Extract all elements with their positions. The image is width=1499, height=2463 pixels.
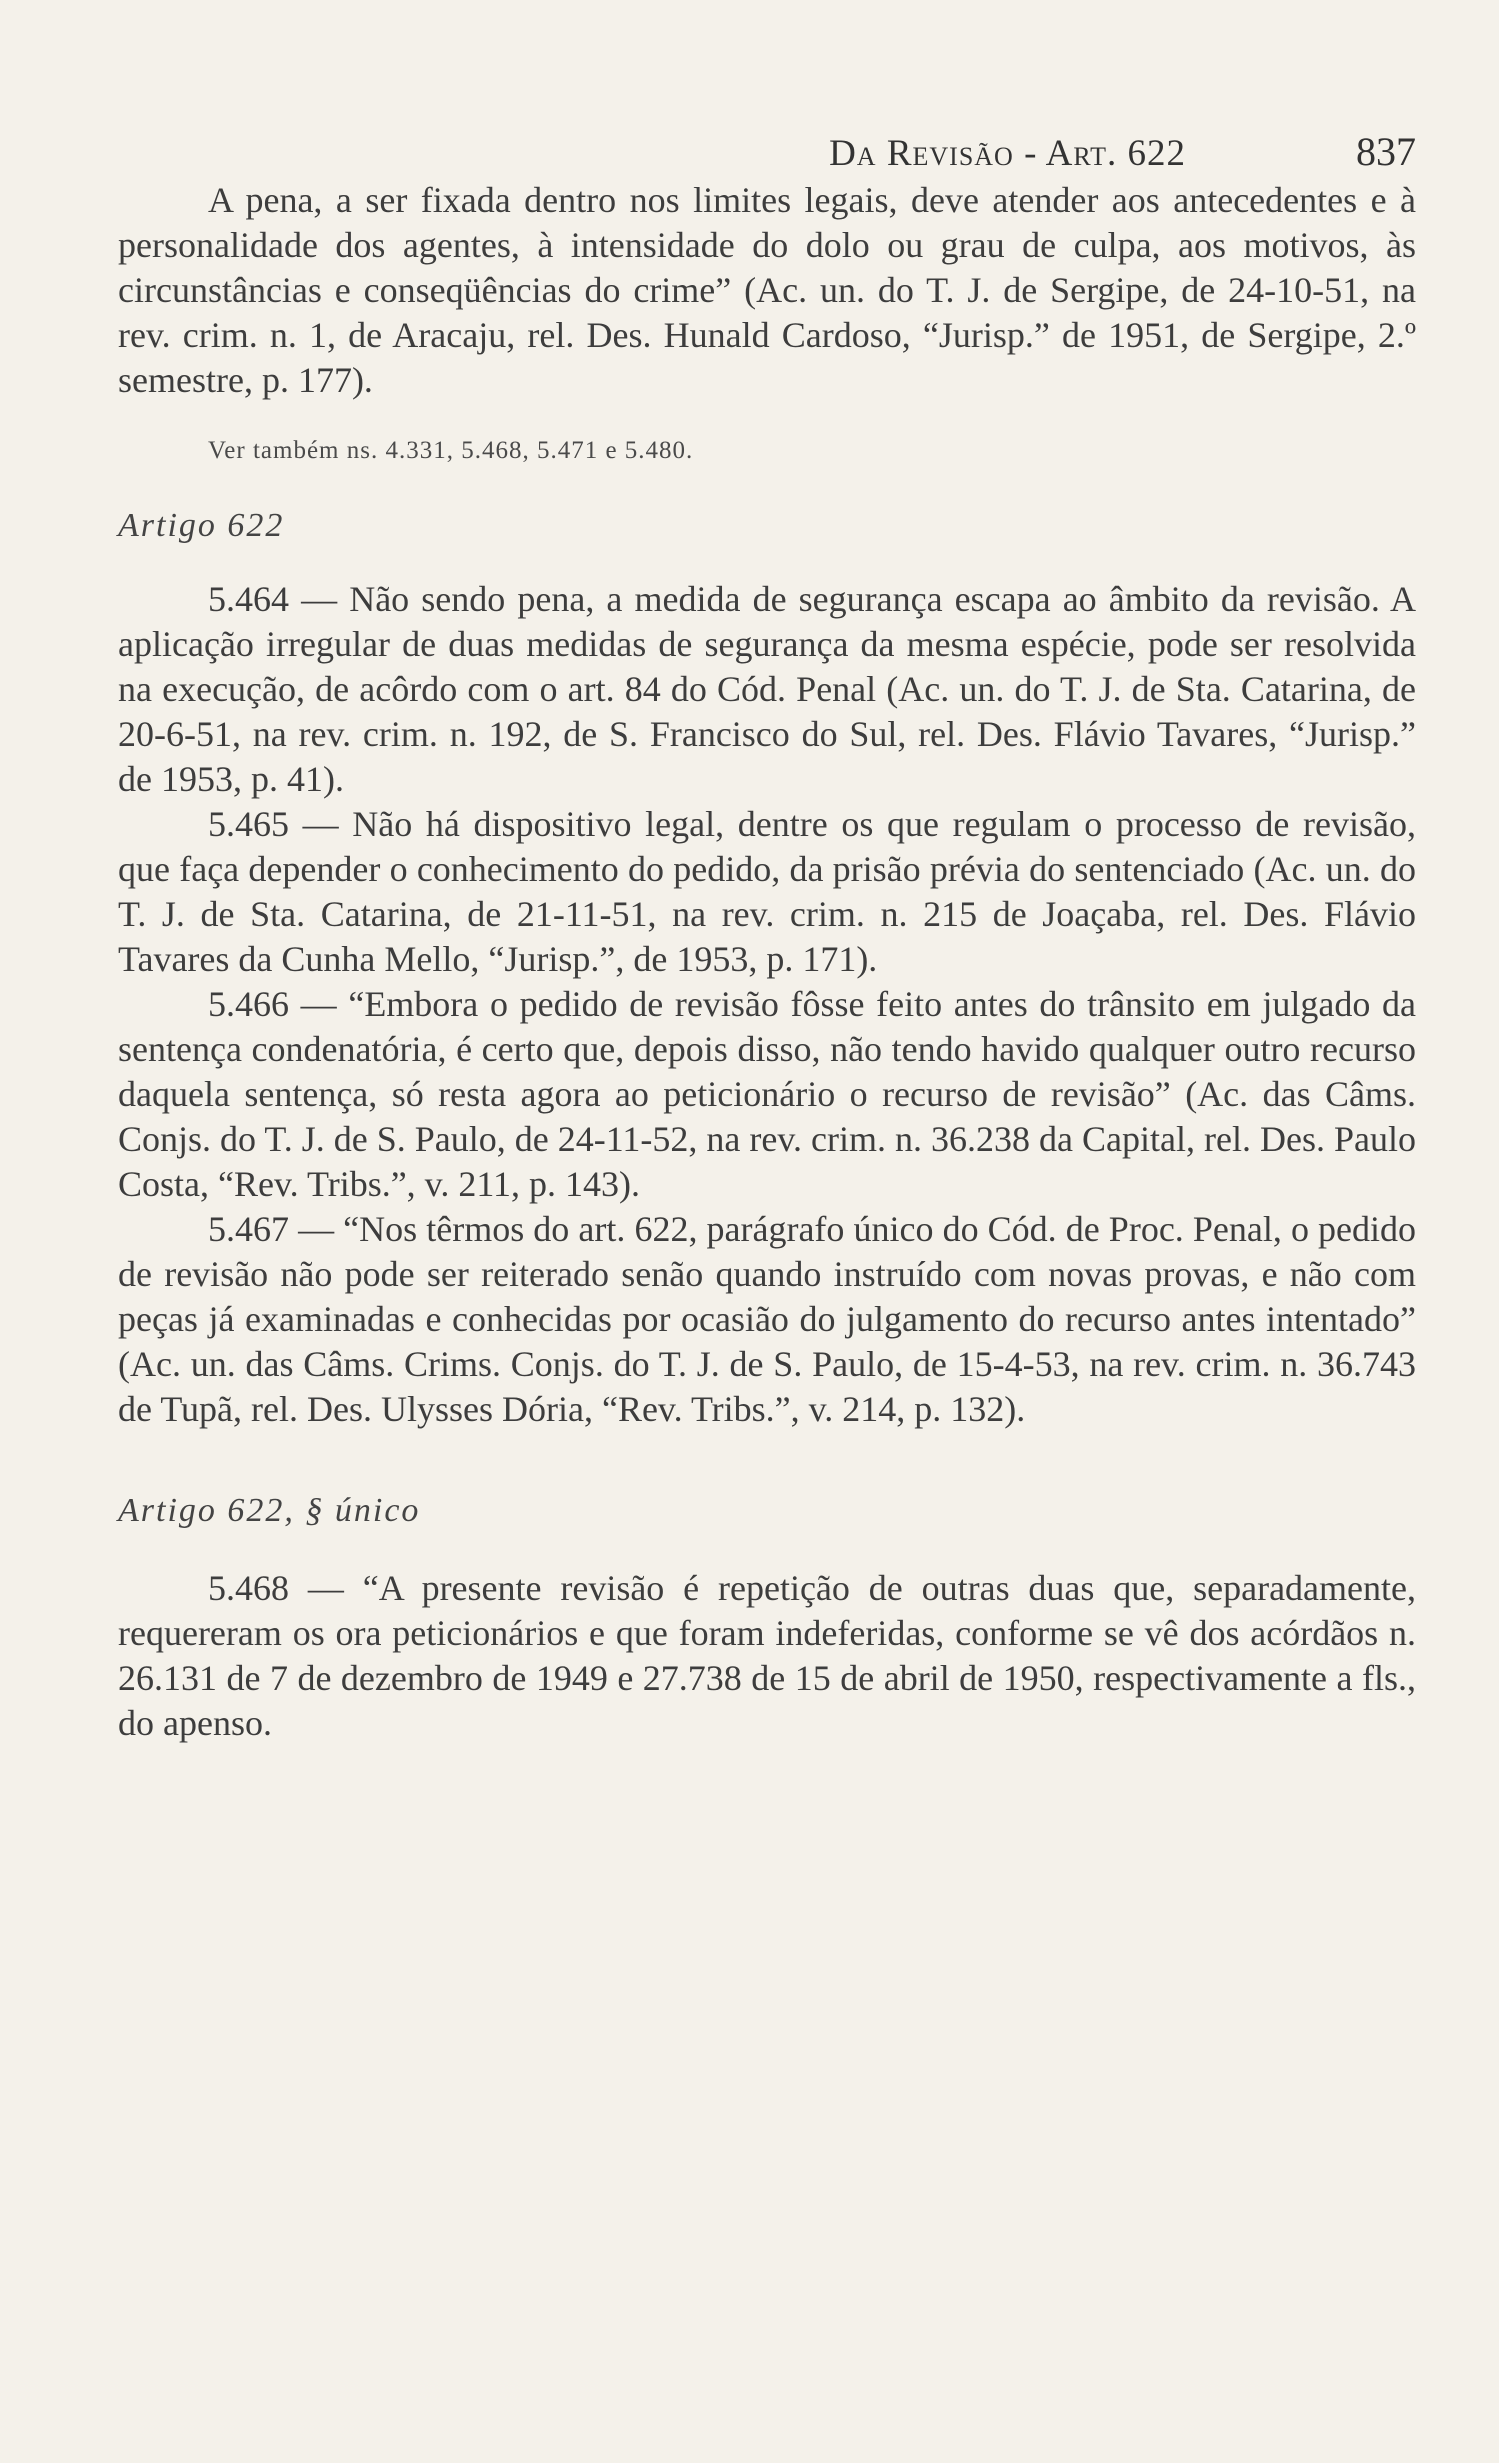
entry-number: 5.465 <box>208 804 289 844</box>
entry-number: 5.467 <box>208 1209 289 1249</box>
entry-5464 <box>118 577 1416 802</box>
running-header-title: Da Revisão - Art. 622 <box>829 133 1186 174</box>
entry-5468 <box>118 1566 1416 1746</box>
article-heading-622-paragrafo-unico: Artigo 622, § único <box>118 1492 421 1529</box>
running-header <box>118 118 1416 178</box>
entry-number: 5.466 <box>208 984 289 1024</box>
intro-paragraph: A pena, a ser fixada dentro nos limites legais, deve atender aos antecedentes e à personalidade dos agentes, à intensidade do dolo ou grau de culpa, aos motivos, às circunstâncias e conseqüências do crime” (Ac. un. do T. J. de Sergipe, de 24-10-51, na rev. crim. n. 1, de Aracaju, rel. Des. Hunald Cardoso, “Jurisp.” de 1951, de Sergipe, 2.º semestre, p. 177). <box>118 180 1416 400</box>
see-also-note: Ver também ns. 4.331, 5.468, 5.471 e 5.480. <box>208 437 694 464</box>
entry-text: — “Embora o pedido de revisão fôsse feito antes do trânsito em julgado da sentença condenatória, é certo que, depois disso, não tendo havido qualquer outro recurso daquela sentença, só resta agora ao peticionário o recurso de revisão” (Ac. das Câms. Conjs. do T. J. de S. Paulo, de 24-11-52, na rev. crim. n. 36.238 da Capital, rel. Des. Paulo Costa, “Rev. Tribs.”, v. 211, p. 143). <box>118 984 1417 1204</box>
page-number: 837 <box>1356 129 1416 174</box>
entry-5467 <box>118 1207 1416 1432</box>
entry-5465 <box>118 802 1416 982</box>
article-heading-622: Artigo 622 <box>118 507 285 544</box>
entry-number: 5.468 <box>208 1568 289 1608</box>
entry-text: — Não há dispositivo legal, dentre os que regulam o processo de revisão, que faça depender o conhecimento do pedido, da prisão prévia do sentenciado (Ac. un. do T. J. de Sta. Catarina, de 21-11-51, na rev. crim. n. 215 de Joaçaba, rel. Des. Flávio Tavares da Cunha Mello, “Jurisp.”, de 1953, p. 171). <box>118 804 1416 979</box>
entry-text: — “Nos têrmos do art. 622, parágrafo único do Cód. de Proc. Penal, o pedido de revisão não pode ser reiterado senão quando instruído com novas provas, e não com peças já examinadas e conhecidas por ocasião do julgamento do recurso antes intentado” (Ac. un. das Câms. Crims. Conjs. do T. J. de S. Paulo, de 15-4-53, na rev. crim. n. 36.743 de Tupã, rel. Des. Ulysses Dória, “Rev. Tribs.”, v. 214, p. 132). <box>118 1209 1417 1429</box>
entry-text: — Não sendo pena, a medida de segurança escapa ao âmbito da revisão. A aplicação irregular de duas medidas de segurança da mesma espécie, pode ser resolvida na execução, de acôrdo com o art. 84 do Cód. Penal (Ac. un. do T. J. de Sta. Catarina, de 20-6-51, na rev. crim. n. 192, de S. Francisco do Sul, rel. Des. Flávio Tavares, “Jurisp.” de 1953, p. 41). <box>118 579 1417 799</box>
entry-5466 <box>118 982 1416 1207</box>
page <box>118 118 1416 1746</box>
entry-number: 5.464 <box>208 579 289 619</box>
entry-text: — “A presente revisão é repetição de outras duas que, separadamente, requereram os ora peticionários e que foram indeferidas, conforme se vê dos acórdãos n. 26.131 de 7 de dezembro de 1949 e 27.738 de 15 de abril de 1950, respectivamente a fls., do apenso. <box>118 1568 1416 1743</box>
